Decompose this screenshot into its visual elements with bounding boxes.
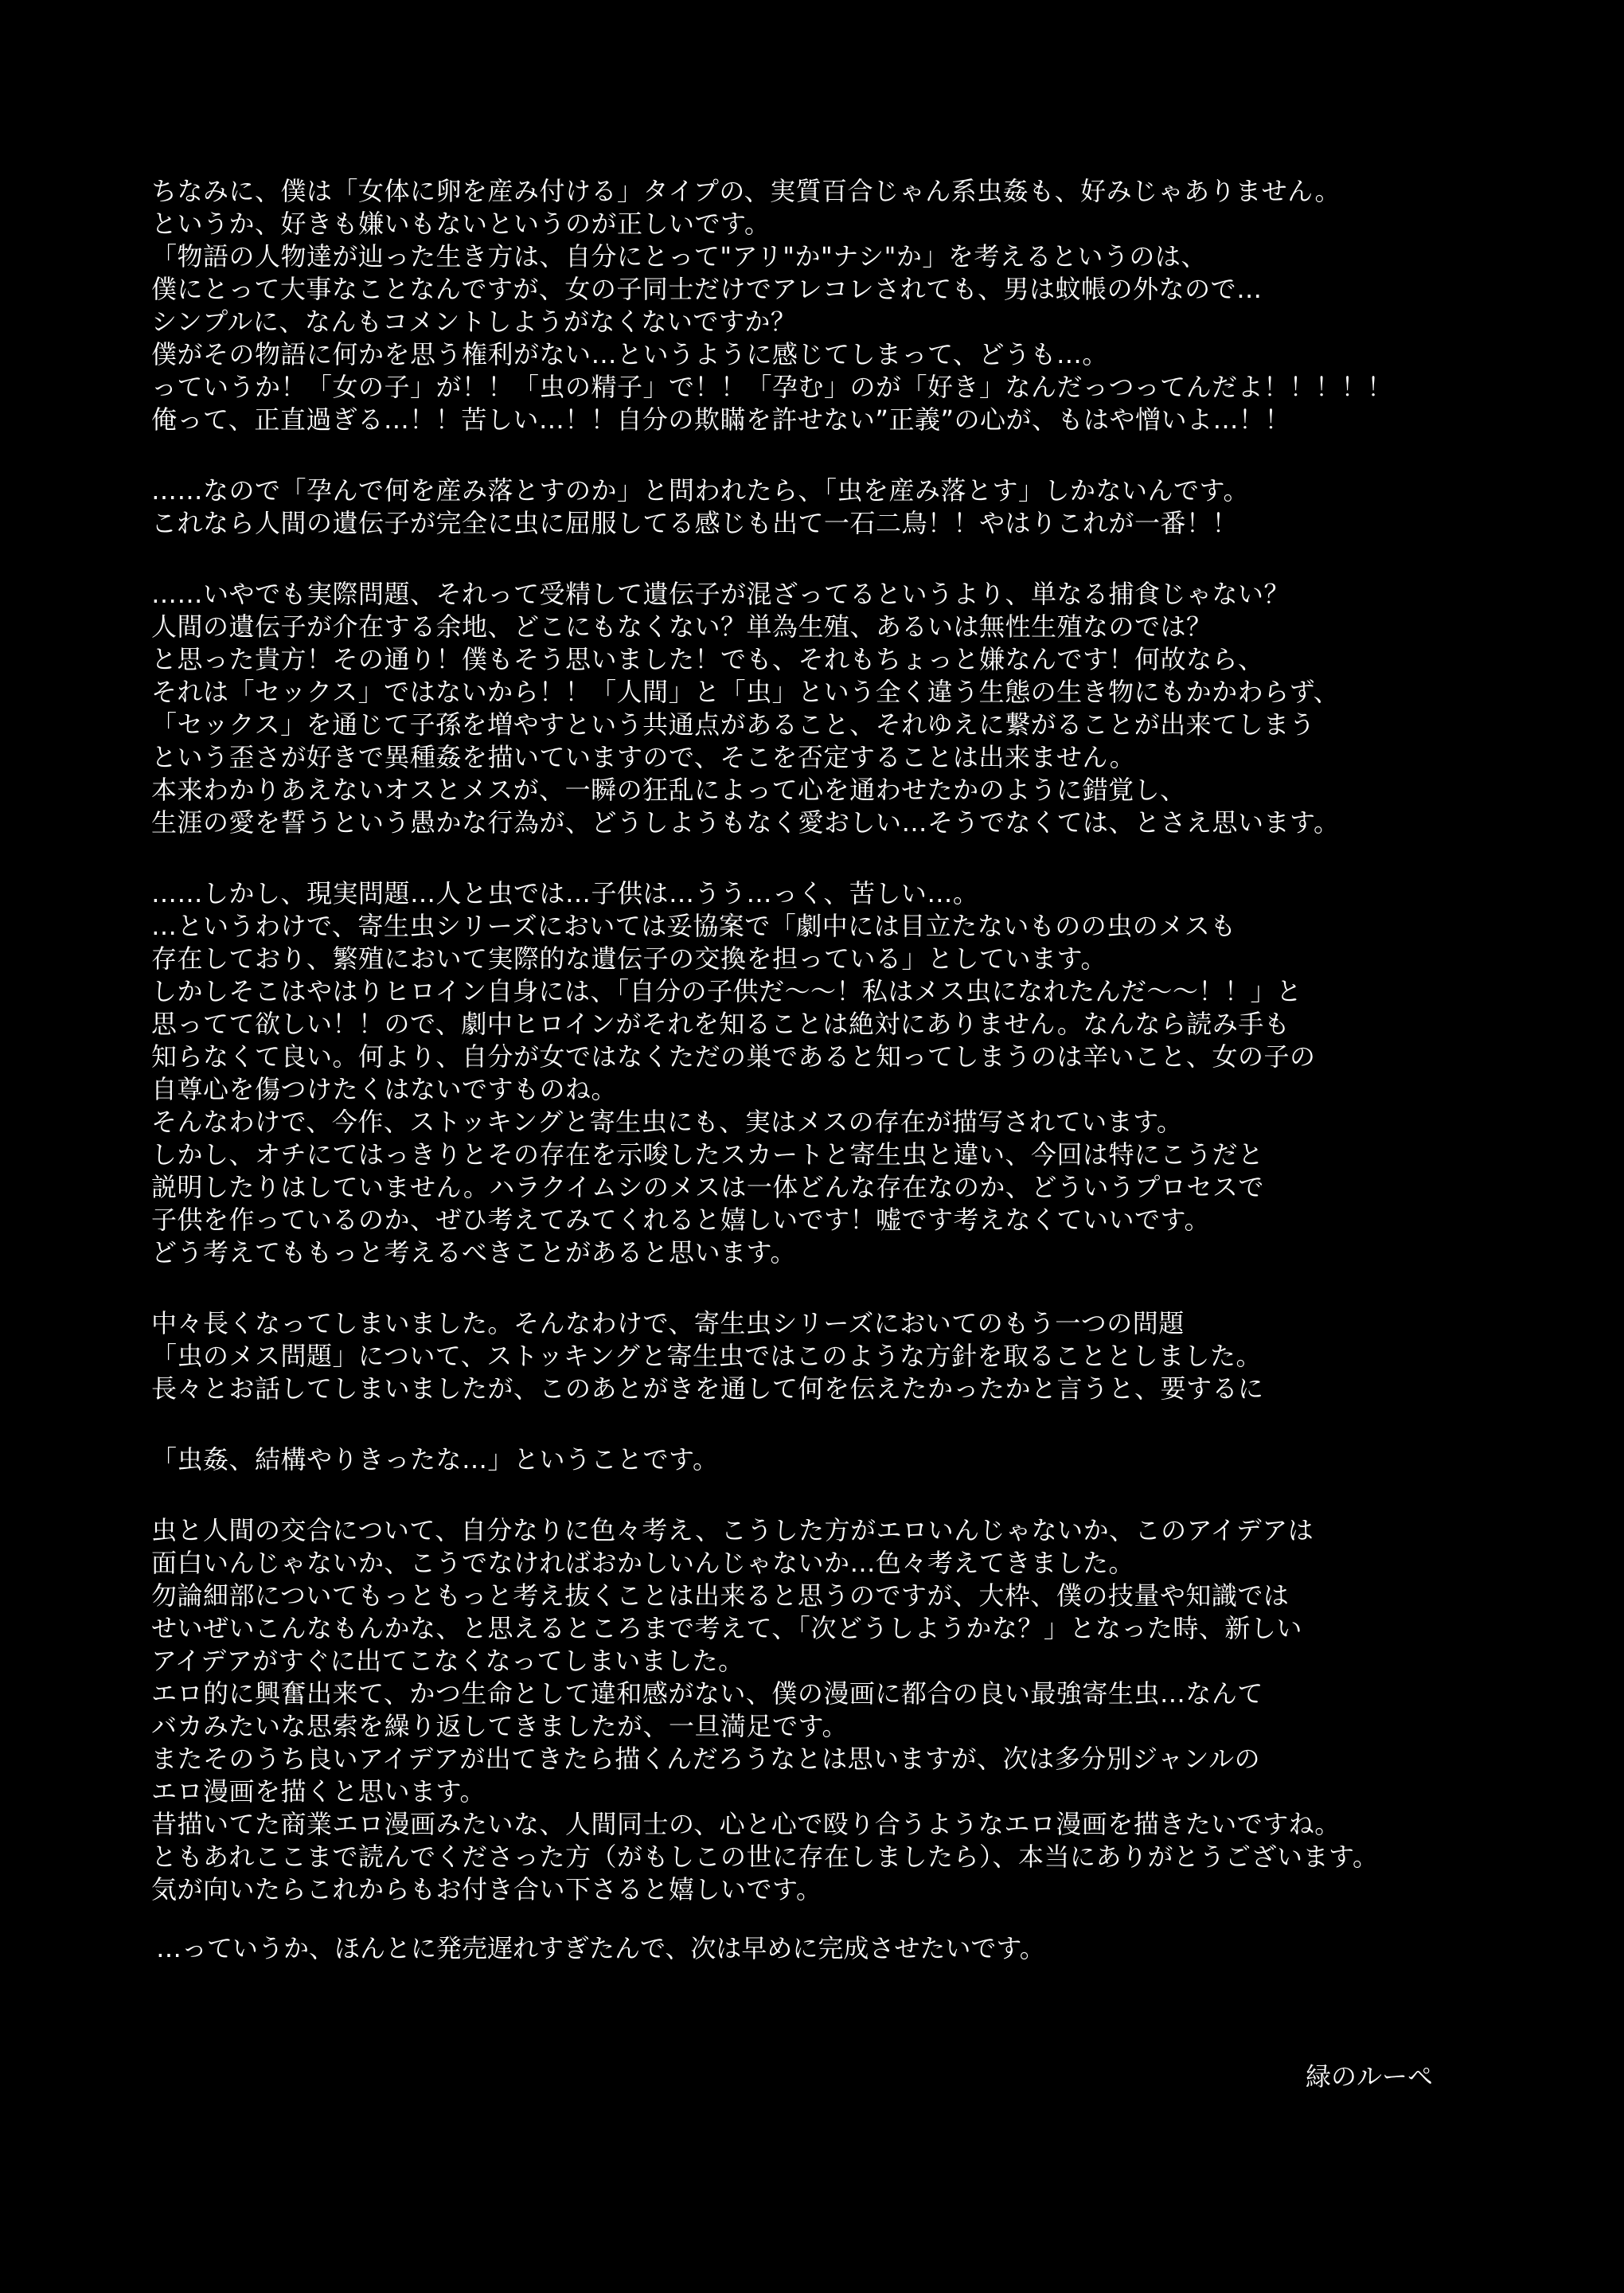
text-line: …というわけで、寄生虫シリーズにおいては妥協案で「劇中には目立たないものの虫のメスも — [151, 911, 1236, 941]
paragraph-5 — [151, 1307, 1584, 1405]
closing-line: …っていうか、ほんとに発売遅れすぎたんで、次は早めに完成させたいです。 — [156, 1933, 1045, 1963]
text-line: エロ漫画を描くと思います。 — [151, 1776, 486, 1807]
text-line: 気が向いたらこれからもお付き合い下さると嬉しいです。 — [151, 1874, 822, 1904]
paragraph-6 — [151, 1443, 1584, 1476]
text-line: 「物語の人物達が辿った生き方は、自分にとって"アリ"か"ナシ"か」を考えるというのは、 — [151, 241, 1207, 271]
text-line: そんなわけで、今作、ストッキングと寄生虫にも、実はメスの存在が描写されています。 — [151, 1107, 1183, 1137]
text-line: それは「セックス」ではないから！！「人間」と「虫」という全く違う生態の生き物にもかかわらず、 — [151, 677, 1340, 707]
text-line: 知らなくて良い。何より、自分が女ではなくただの巣であると知ってしまうのは辛いこと、女の子の — [151, 1041, 1316, 1072]
text-line: 虫と人間の交合について、自分なりに色々考え、こうした方がエロいんじゃないか、このアイデアは — [151, 1515, 1314, 1545]
text-line: どう考えてももっと考えるべきことがあると思います。 — [151, 1237, 796, 1268]
text-line: ……しかし、現実問題…人と虫では…子供は…うう…っく、苦しい…。 — [151, 878, 979, 908]
text-line: これなら人間の遺伝子が完全に虫に屈服してる感じも出て一石二鳥！！やはりこれが一番！！ — [151, 508, 1239, 538]
text-line: 生涯の愛を誓うという愚かな行為が、どうしようもなく愛おしい…そうでなくては、とさえ思います。 — [151, 807, 1340, 838]
text-line: というか、好きも嫌いもないというのが正しいです。 — [151, 209, 771, 239]
text-line: バカみたいな思索を繰り返してきましたが、一旦満足です。 — [151, 1711, 848, 1741]
text-line: しかしそこはやはりヒロイン自身には、「自分の子供だ〜〜！私はメス虫になれたんだ〜〜！！」と — [151, 976, 1302, 1006]
text-line: 「虫姦、結構やりきったな…」ということです。 — [151, 1444, 719, 1475]
paragraph-3 — [151, 578, 1584, 839]
text-line: 勿論細部についてもっともっと考え抜くことは出来ると思うのですが、大枠、僕の技量や知識では — [151, 1580, 1290, 1611]
text-line: 面白いんじゃないか、こうでなければおかしいんじゃないか…色々考えてきました。 — [151, 1548, 1135, 1578]
text-line: 僕がその物語に何かを思う権利がない…というように感じてしまって、どうも…。 — [151, 339, 1108, 369]
author-signature: 緑のルーペ — [1306, 2061, 1434, 2092]
paragraph-1 — [151, 175, 1584, 436]
text-line: しかし、オチにてはっきりとその存在を示唆したスカートと寄生虫と違い、今回は特にこうだと — [151, 1139, 1264, 1170]
text-line: 存在しており、繁殖において実際的な遺伝子の交換を担っている」としています。 — [151, 943, 1107, 974]
text-line: 思ってて欲しい！！ので、劇中ヒロインがそれを知ることは絶対にありません。なんなら読み手も — [151, 1009, 1290, 1039]
text-line: 俺って、正直過ぎる…！！苦しい…！！自分の欺瞞を許せない”正義”の心が、もはや憎いよ…！！ — [151, 404, 1291, 435]
text-line: っていうか！「女の子」が！！「虫の精子」で！！「孕む」のが「好き」なんだっつってんだよ！！！！！ — [151, 372, 1393, 402]
text-line: という歪さが好きで異種姦を描いていますので、そこを否定することは出来ません。 — [151, 742, 1136, 772]
text-line: 昔描いてた商業エロ漫画みたいな、人間同士の、心と心で殴り合うようなエロ漫画を描きたいですね。 — [151, 1809, 1341, 1839]
text-line: アイデアがすぐに出てこなくなってしまいました。 — [151, 1646, 744, 1676]
text-line: ……なので「孕んで何を産み落とすのか」と問われたら、「虫を産み落とす」しかないんです。 — [151, 475, 1249, 506]
text-line: ……いやでも実際問題、それって受精して遺伝子が混ざってるというより、単なる捕食じゃない？ — [151, 579, 1290, 609]
text-line: 中々長くなってしまいました。そんなわけで、寄生虫シリーズにおいてのもう一つの問題 — [151, 1308, 1185, 1338]
text-line: 「虫のメス問題」について、ストッキングと寄生虫ではこのような方針を取ることとしました。 — [151, 1341, 1262, 1371]
afterword-body — [151, 175, 1584, 1944]
text-line: 自尊心を傷つけたくはないですものね。 — [151, 1074, 618, 1104]
text-line: 説明したりはしていません。ハラクイムシのメスは一体どんな存在なのか、どういうプロセスで — [151, 1172, 1264, 1202]
text-line: シンプルに、なんもコメントしようがなくないですか？ — [151, 307, 797, 337]
text-line: 僕にとって大事なことなんですが、女の子同士だけでアレコレされても、男は蚊帳の外なので… — [151, 274, 1263, 304]
paragraph-7 — [151, 1514, 1584, 1906]
text-line: またそのうち良いアイデアが出てきたら描くんだろうなとは思いますが、次は多分別ジャンルの — [151, 1744, 1261, 1774]
text-line: 子供を作っているのか、ぜひ考えてみてくれると嬉しいです！嘘です考えなくていいです。 — [151, 1205, 1210, 1235]
text-line: 人間の遺伝子が介在する余地、どこにもなくない？単為生殖、あるいは無性生殖なのでは？ — [151, 611, 1212, 642]
text-line: エロ的に興奮出来て、かつ生命として違和感がない、僕の漫画に都合の良い最強寄生虫…なんて — [151, 1678, 1263, 1709]
text-line: 「セックス」を通じて子孫を増やすという共通点があること、それゆえに繋がることが出来てしまう — [151, 709, 1316, 740]
text-line: 本来わかりあえないオスとメスが、一瞬の狂乱によって心を通わせたかのように錯覚し、 — [151, 775, 1186, 805]
text-line: 長々とお話してしまいましたが、このあとがきを通して何を伝えたかったかと言うと、要するに — [151, 1373, 1264, 1404]
text-line: ともあれここまで読んでくださった方（がもしこの世に存在しましたら）、本当にありがとうございます。 — [151, 1842, 1379, 1872]
text-line: と思った貴方！その通り！僕もそう思いました！でも、それもちょっと嫌なんです！何故なら、 — [151, 644, 1264, 674]
paragraph-2 — [151, 475, 1584, 540]
text-line: ちなみに、僕は「女体に卵を産み付ける」タイプの、実質百合じゃん系虫姦も、好みじゃありません。 — [151, 176, 1341, 206]
text-line: せいぜいこんなもんかな、と思えるところまで考えて、「次どうしようかな？」となった時、新しい — [151, 1613, 1302, 1643]
paragraph-4 — [151, 877, 1584, 1269]
